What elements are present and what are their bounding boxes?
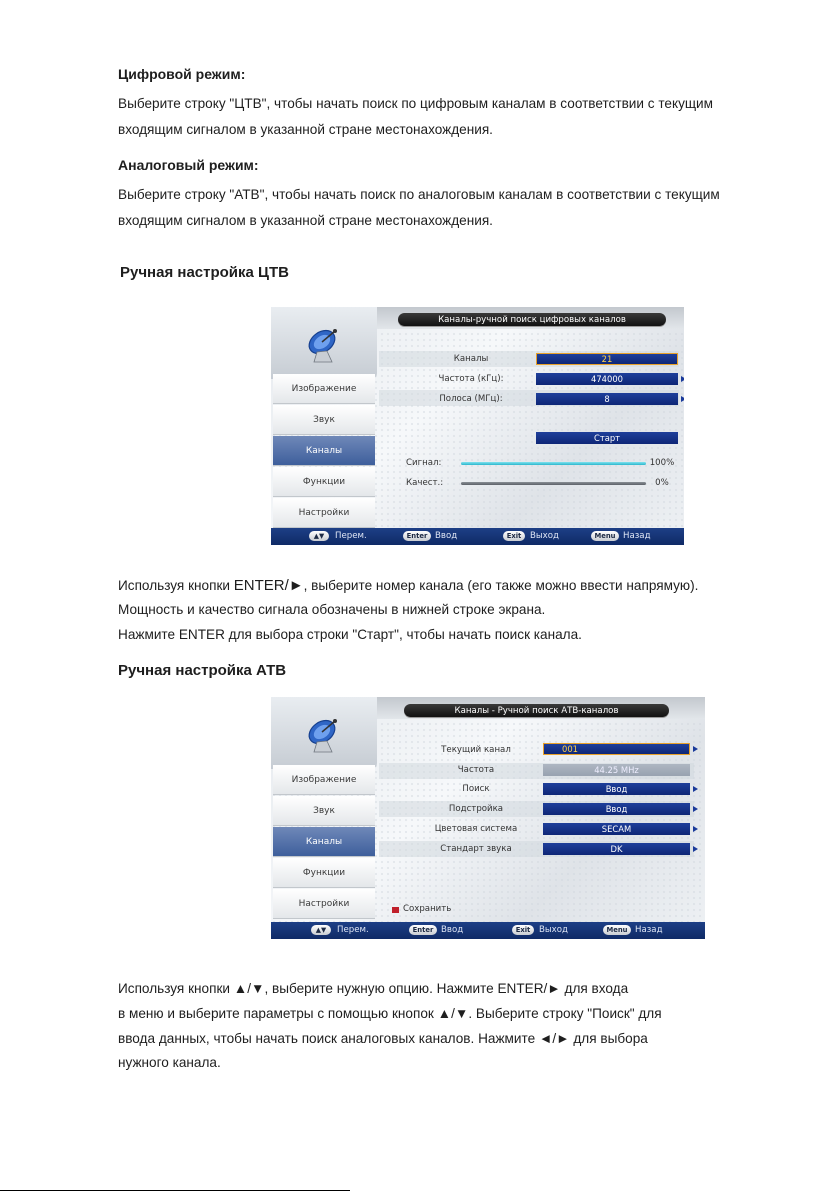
arrow-right-icon	[693, 746, 698, 752]
enter-key-icon: Enter	[409, 925, 437, 935]
exit-hint: Выход	[539, 925, 568, 935]
atv-instruction-line4: нужного канала.	[118, 1055, 221, 1070]
dtv-screen-title: Каналы-ручной поиск цифровых каналов	[398, 313, 666, 326]
fine-tune-label: Подстройка	[448, 804, 504, 814]
signal-value: 100%	[649, 458, 675, 468]
signal-bar-fill	[461, 462, 646, 465]
bandwidth-label: Полоса (МГц):	[439, 394, 503, 404]
sound-standard-value[interactable]: DK	[543, 843, 690, 855]
menu-hint: Назад	[635, 925, 663, 935]
menu-item-picture[interactable]: Изображение	[273, 765, 375, 795]
atv-manual-heading: Ручная настройка АТВ	[118, 662, 287, 679]
analog-mode-text-line1: Выберите строку "АТВ", чтобы начать поиск по аналоговым каналам в соответствии с текущим	[118, 187, 720, 202]
search-value[interactable]: Ввод	[543, 783, 690, 795]
digital-mode-text-line1: Выберите строку "ЦТВ", чтобы начать поиск по цифровым каналам в соответствии с текущим	[118, 96, 713, 111]
satellite-dish-icon	[271, 697, 377, 769]
atv-instruction-line1: Используя кнопки ▲/▼, выберите нужную опцию. Нажмите ENTER/► для входа	[118, 981, 629, 996]
dtv-screen-footer	[271, 528, 684, 545]
current-channel-label: Текущий канал	[441, 745, 511, 755]
menu-item-channels[interactable]: Каналы	[273, 827, 375, 857]
arrow-right-icon	[693, 826, 698, 832]
atv-screen-footer	[271, 922, 705, 939]
frequency-value: 44.25 MHz	[543, 764, 690, 776]
exit-key-icon: Exit	[512, 925, 534, 935]
page-footer-rule	[0, 1190, 350, 1191]
menu-item-settings[interactable]: Настройки	[273, 498, 375, 528]
frequency-label: Частота (кГц):	[438, 374, 504, 384]
signal-label: Сигнал:	[406, 458, 442, 468]
menu-item-channels[interactable]: Каналы	[273, 436, 375, 466]
frequency-label: Частота	[457, 765, 495, 775]
atv-instruction-line3: ввода данных, чтобы начать поиск аналоговых каналов. Нажмите ◄/► для выбора	[118, 1031, 648, 1046]
quality-bar-track	[461, 482, 646, 485]
arrow-right-icon	[693, 846, 698, 852]
search-label: Поиск	[462, 784, 490, 794]
arrow-right-icon	[693, 786, 698, 792]
dtv-manual-heading: Ручная настройка ЦТВ	[120, 264, 289, 281]
menu-key-icon: Menu	[591, 531, 619, 541]
color-system-value[interactable]: SECAM	[543, 823, 690, 835]
current-channel-value[interactable]: 001	[543, 743, 690, 755]
analog-mode-heading: Аналоговый режим:	[118, 157, 259, 173]
menu-item-functions[interactable]: Функции	[273, 467, 375, 497]
dtv-instruction-line3: Нажмите ENTER для выбора строки "Старт", чтобы начать поиск канала.	[118, 627, 582, 642]
channel-value[interactable]: 21	[536, 353, 678, 365]
quality-label: Качест.:	[406, 478, 444, 488]
exit-hint: Выход	[530, 531, 559, 541]
menu-item-sound[interactable]: Звук	[273, 405, 375, 435]
arrow-right-icon	[681, 396, 684, 402]
digital-mode-heading: Цифровой режим:	[118, 66, 246, 82]
dtv-instruction-line2: Мощность и качество сигнала обозначены в нижней строке экрана.	[118, 602, 546, 617]
nav-key-icon: ▲▼	[309, 531, 329, 541]
save-label: Сохранить	[403, 904, 452, 914]
exit-key-icon: Exit	[503, 531, 525, 541]
arrow-right-icon	[693, 806, 698, 812]
red-key-icon	[392, 907, 399, 913]
start-button[interactable]: Старт	[536, 432, 678, 444]
bandwidth-value[interactable]: 8	[536, 393, 678, 405]
enter-hint: Ввод	[441, 925, 464, 935]
enter-key-icon: Enter	[403, 531, 431, 541]
menu-key-icon: Menu	[603, 925, 631, 935]
menu-item-functions[interactable]: Функции	[273, 858, 375, 888]
quality-value: 0%	[655, 478, 669, 488]
arrow-right-icon	[681, 376, 684, 382]
sound-standard-label: Стандарт звука	[440, 844, 512, 854]
nav-key-icon: ▲▼	[311, 925, 331, 935]
atv-screen-title: Каналы - Ручной поиск АТВ-каналов	[404, 704, 669, 717]
signal-bar-track	[461, 462, 646, 465]
color-system-label: Цветовая система	[434, 824, 518, 834]
channel-label: Каналы	[453, 354, 489, 364]
menu-item-sound[interactable]: Звук	[273, 796, 375, 826]
dtv-manual-search-screen	[271, 307, 684, 545]
satellite-dish-icon	[271, 307, 377, 379]
analog-mode-text-line2: входящим сигналом в указанной стране местонахождения.	[118, 213, 493, 228]
nav-hint: Перем.	[337, 925, 369, 935]
atv-manual-search-screen	[271, 697, 705, 939]
enter-hint: Ввод	[435, 531, 458, 541]
atv-instruction-line2: в меню и выберите параметры с помощью кнопок ▲/▼. Выберите строку "Поиск" для	[118, 1006, 662, 1021]
frequency-value[interactable]: 474000	[536, 373, 678, 385]
menu-item-settings[interactable]: Настройки	[273, 889, 375, 919]
fine-tune-value[interactable]: Ввод	[543, 803, 690, 815]
menu-item-picture[interactable]: Изображение	[273, 374, 375, 404]
nav-hint: Перем.	[335, 531, 367, 541]
dtv-instruction-line1: Используя кнопки ENTER/►, выберите номер канала (его также можно ввести напрямую).	[118, 577, 699, 594]
digital-mode-text-line2: входящим сигналом в указанной стране местонахождения.	[118, 122, 493, 137]
menu-hint: Назад	[623, 531, 651, 541]
